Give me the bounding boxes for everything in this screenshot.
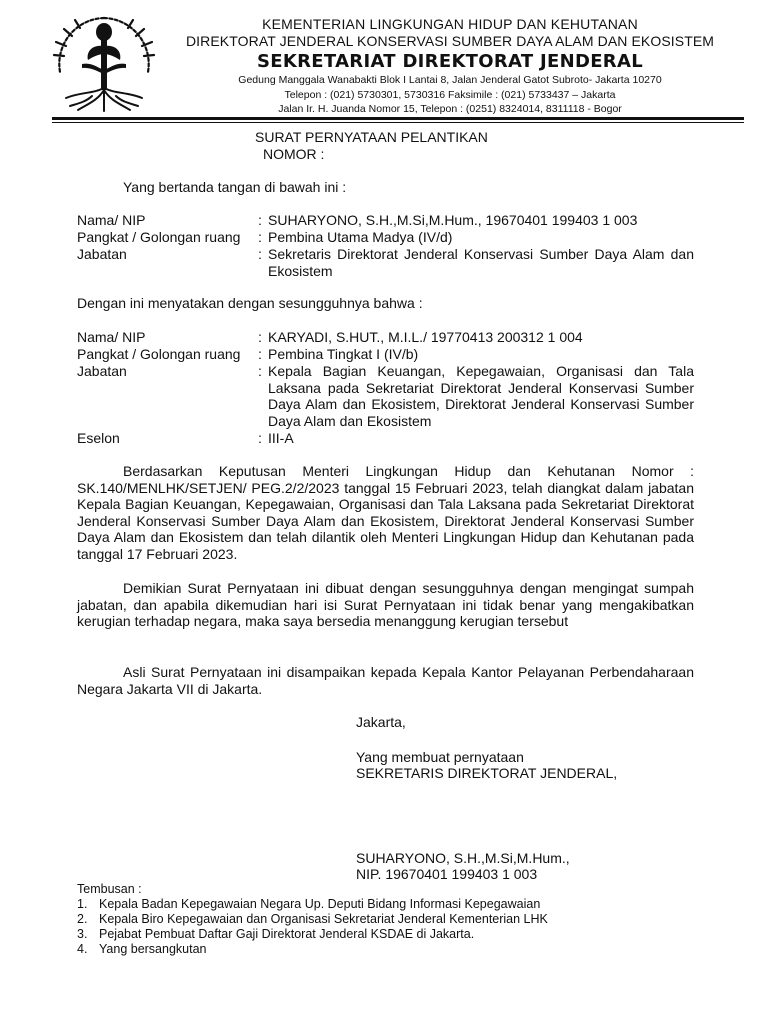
field-label: Pangkat / Golongan ruang — [77, 229, 241, 245]
field-label: Jabatan — [77, 363, 127, 379]
document-title: SURAT PERNYATAAN PELANTIKAN — [255, 129, 488, 145]
signature-maker: Yang membuat pernyataan — [356, 749, 524, 765]
field-value: III-A — [268, 430, 294, 446]
list-item — [77, 927, 548, 942]
field-value: SUHARYONO, S.H.,M.Si,M.Hum., 19670401 199403 1 003 — [268, 212, 638, 228]
intro-text: Yang bertanda tangan di bawah ini : — [123, 179, 347, 195]
address-line-2: Telepon : (021) 5730301, 5730316 Faksimile : (021) 5733437 – Jakarta — [284, 88, 616, 101]
paragraph-declaration — [77, 580, 694, 630]
list-item — [77, 897, 548, 912]
statement-text: Dengan ini menyatakan dengan sesungguhnya bahwa : — [77, 295, 423, 311]
cc-list — [77, 882, 548, 957]
signature-name: SUHARYONO, S.H.,M.Si,M.Hum., — [356, 850, 570, 866]
list-number: 1. — [77, 897, 88, 911]
ministry-name: KEMENTERIAN LINGKUNGAN HIDUP DAN KEHUTANAN — [262, 16, 638, 32]
signature-nip: NIP. 19670401 199403 1 003 — [356, 866, 538, 882]
list-text: Kepala Biro Kepegawaian dan Organisasi Sekretariat Jenderal Kementerian LHK — [99, 912, 548, 926]
list-number: 3. — [77, 927, 88, 941]
field-label: Eselon — [77, 430, 120, 446]
field-value: Kepala Bagian Keuangan, Kepegawaian, Organisasi dan Tala Laksana pada Sekretariat Direktorat Jenderal Konservasi Sumber Daya Alam dan Ekosistem, Direktorat Jenderal Konservasi Sumber Daya Alam dan Ekosistem — [268, 363, 694, 429]
field-label: Nama/ NIP — [77, 212, 146, 228]
paragraph-delivery — [77, 664, 694, 697]
list-item — [77, 912, 548, 927]
field-label: Jabatan — [77, 246, 127, 262]
cc-title: Tembusan : — [77, 882, 142, 896]
field-label: Nama/ NIP — [77, 329, 146, 345]
directorate-general-name: DIREKTORAT JENDERAL KONSERVASI SUMBER DAYA ALAM DAN EKOSISTEM — [185, 33, 715, 49]
secretariat-name: SEKRETARIAT DIREKTORAT JENDERAL — [257, 51, 643, 72]
document-number: NOMOR : — [263, 146, 325, 162]
list-item — [77, 942, 548, 957]
paragraph-text: Demikian Surat Pernyataan ini dibuat dengan sesungguhnya dengan mengingat sumpah jabatan, dan apabila dikemudian hari isi Surat Pernyataan ini tidak benar yang mengakibatkan kerugian terhadap negara, maka saya bersedia menanggung kerugian tersebut — [77, 580, 694, 629]
field-value: KARYADI, S.HUT., M.I.L./ 19770413 200312 1 004 — [268, 329, 583, 345]
field-value: Pembina Utama Madya (IV/d) — [268, 229, 453, 245]
field-label: Pangkat / Golongan ruang — [77, 346, 241, 362]
field-value: Sekretaris Direktorat Jenderal Konservasi Sumber Daya Alam dan Ekosistem — [268, 246, 694, 279]
list-text: Pejabat Pembuat Daftar Gaji Direktorat Jenderal KSDAE di Jakarta. — [99, 927, 475, 941]
letterhead — [140, 16, 760, 117]
signature-office: SEKRETARIS DIREKTORAT JENDERAL, — [356, 765, 618, 781]
list-number: 2. — [77, 912, 88, 926]
list-text: Kepala Badan Kepegawaian Negara Up. Deputi Bidang Informasi Kepegawaian — [99, 897, 541, 911]
list-number: 4. — [77, 942, 88, 956]
list-text: Yang bersangkutan — [99, 942, 207, 956]
letterhead-divider-thick — [52, 117, 744, 120]
letterhead-divider-thin — [52, 122, 744, 123]
paragraph-text: Asli Surat Pernyataan ini disampaikan kepada Kepala Kantor Pelayanan Perbendaharaan Negara Jakarta VII di Jakarta. — [77, 664, 694, 697]
signature-place: Jakarta, — [356, 714, 406, 730]
paragraph-decree — [77, 463, 694, 562]
paragraph-text: Berdasarkan Keputusan Menteri Lingkungan Hidup dan Kehutanan Nomor : SK.140/MENLHK/SETJEN/ PEG.2/2/2023 tanggal 15 Februari 2023, telah diangkat dalam jabatan Kepala Bagian Keuangan, Kepegawaian, Organisasi dan Tala Laksana pada Sekretariat Direktorat Jenderal Konservasi Sumber Daya Alam dan Ekosistem, Direktorat Jenderal Konservasi Sumber Daya Alam dan Ekosistem dan telah dilantik oleh Menteri Lingkungan Hidup dan Kehutanan pada tanggal 17 Februari 2023. — [77, 463, 694, 562]
address-line-1: Gedung Manggala Wanabakti Blok I Lantai 8, Jalan Jenderal Gatot Subroto- Jakarta 10270 — [238, 74, 662, 86]
address-line-3: Jalan Ir. H. Juanda Nomor 15, Telepon : (0251) 8324014, 8311118 - Bogor — [278, 103, 622, 115]
field-value: Pembina Tingkat I (IV/b) — [268, 346, 419, 362]
